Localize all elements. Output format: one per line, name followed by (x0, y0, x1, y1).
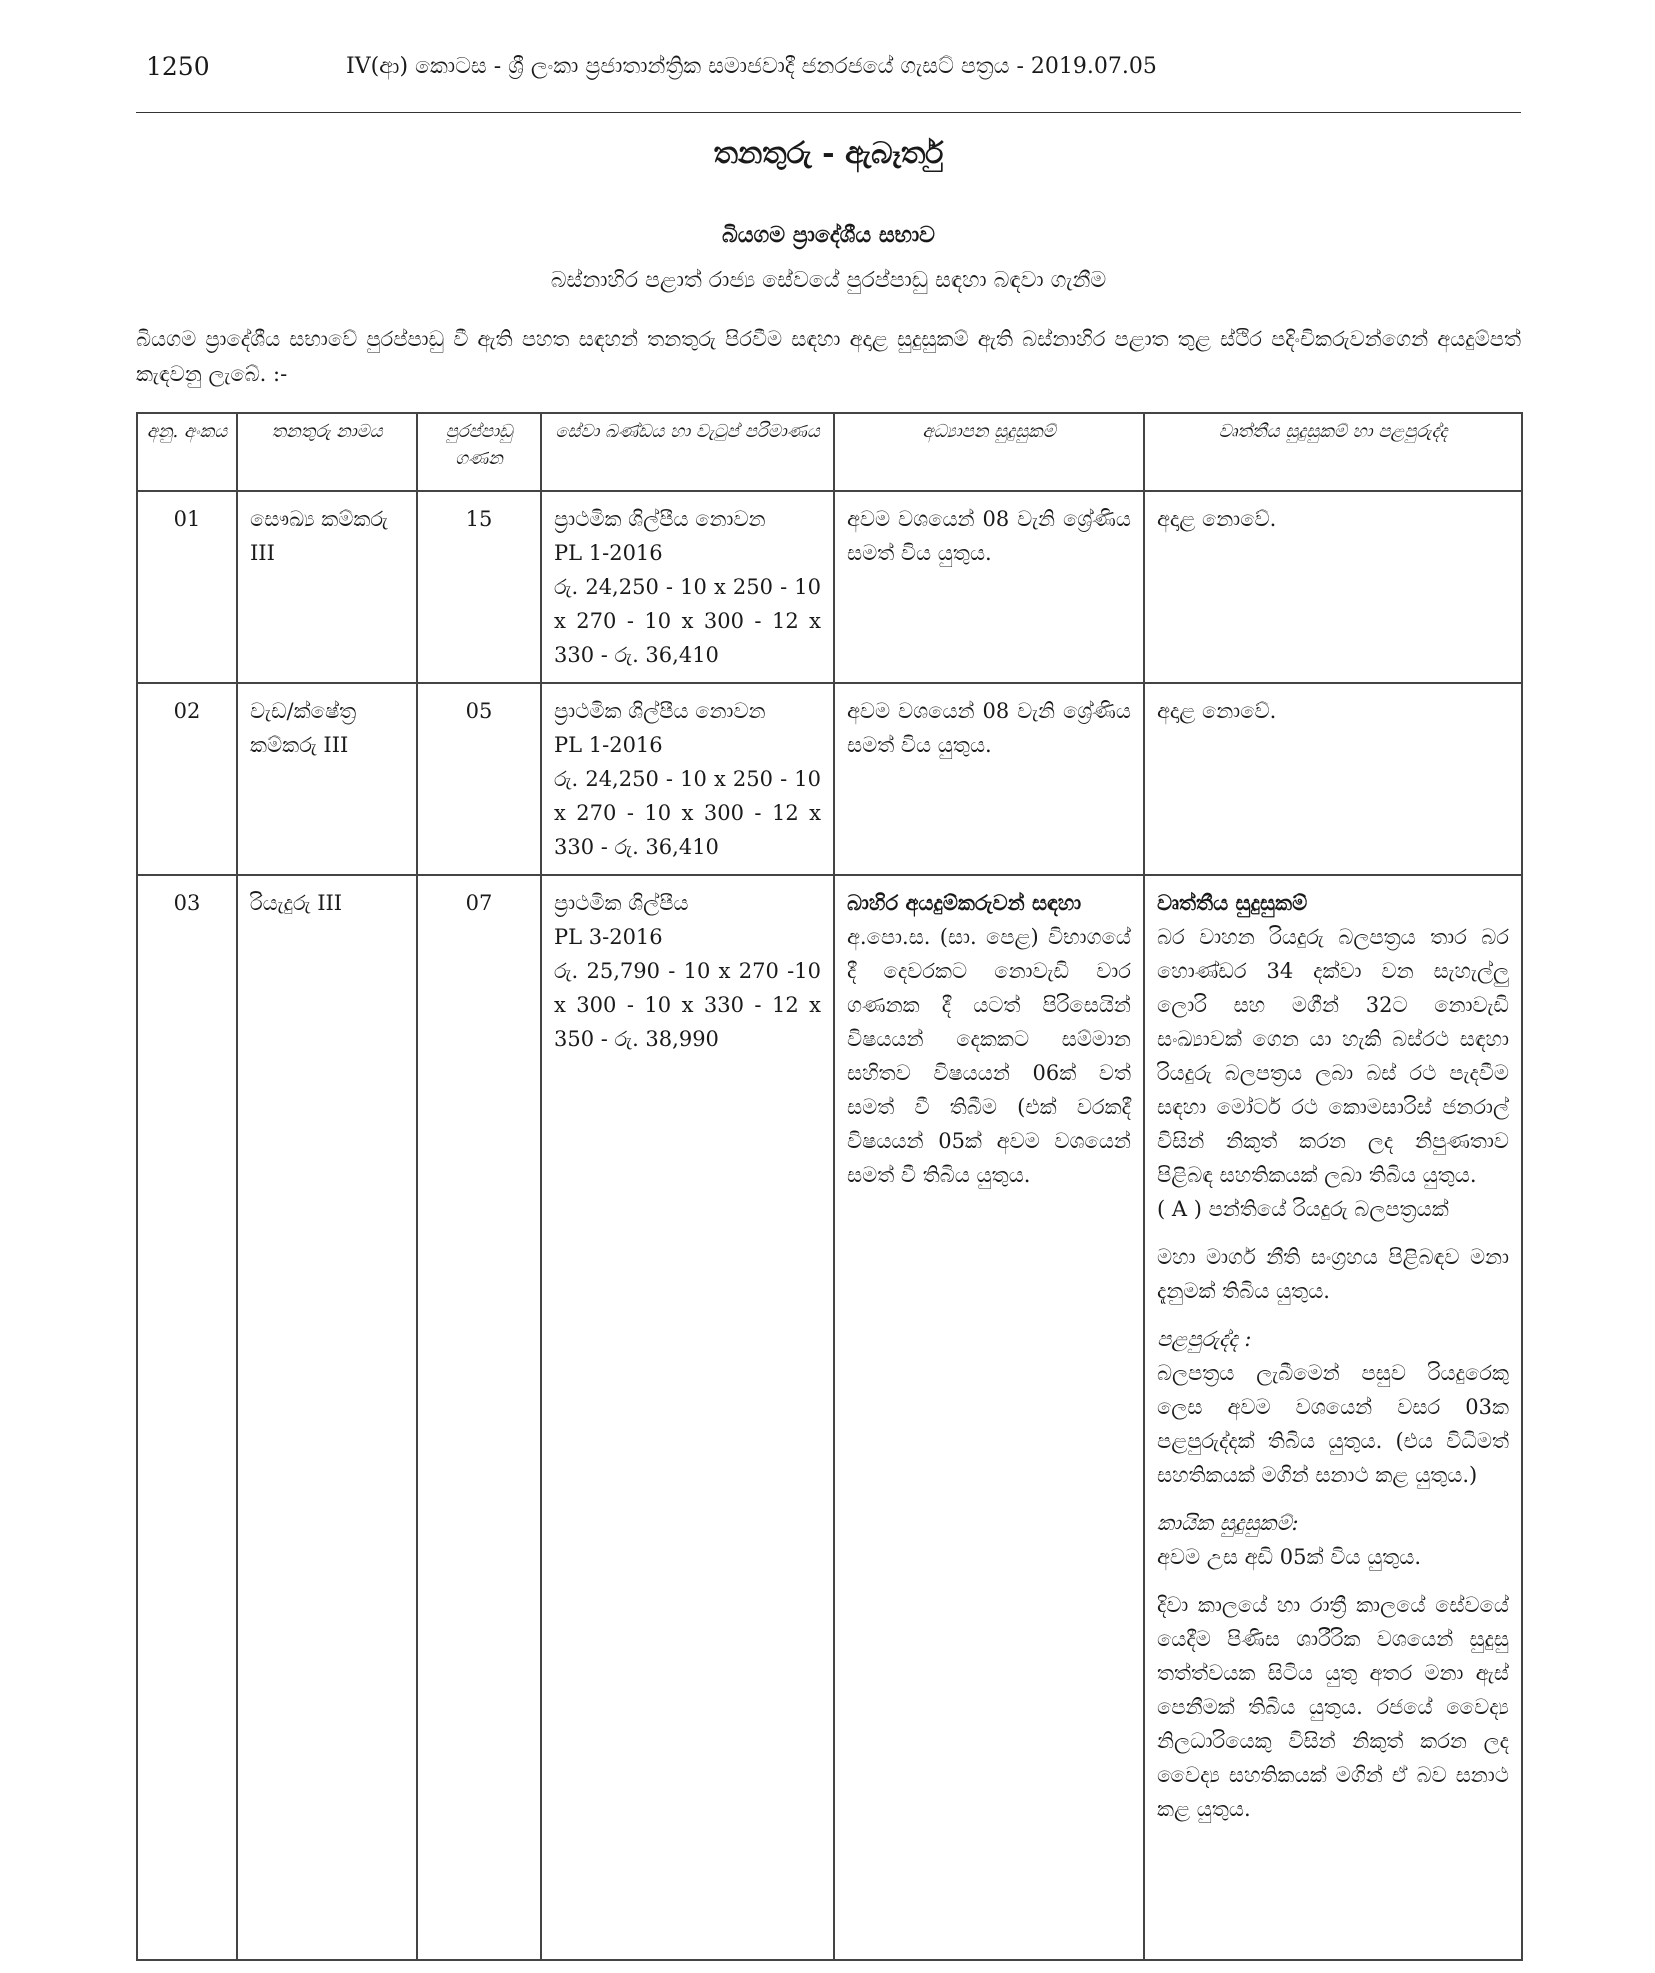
table-row (137, 875, 1522, 1960)
education-title: බාහිර අයදුම්කරුවන් සඳහා (847, 890, 1082, 915)
cell-serial-no: 03 (137, 875, 237, 1960)
spacer (1157, 1308, 1509, 1322)
salary-scale: රු. 25,790 - 10 x 270 -10 x 300 - 10 x 330 - 12 x 350 - රු. 38,990 (554, 959, 821, 1051)
cell-professional (1144, 875, 1522, 1960)
cell-post-name: සෞඛ්‍ය කම්කරු III (237, 491, 417, 683)
main-heading: තනතුරු - ඇබෑර්තු (713, 136, 944, 171)
spacer (1157, 1492, 1509, 1506)
page-number: 1250 (146, 52, 210, 81)
cell-vacancy-count: 05 (417, 683, 541, 875)
salary-scale: රු. 24,250 - 10 x 250 - 10 x 270 - 10 x 300 - 12 x 330 - රු. 36,410 (554, 575, 821, 667)
page-header (136, 50, 1521, 90)
professional-text-1: බර වාහන රියදුරු බලපත්‍රය තාර බර හොණ්ඩර 34 දක්වා වන සැහැල්ලු ලොරි සහ මගීන් 32ට නොවැඩි සංඛ්‍යාවක් ගෙන යා හැකි බස්රථ සඳහා රියදුරු බලපත්‍රය ලබා බස් රථ පැදවීම සඳහා මෝටර් රථ කොමසාරිස් ජනරාල් විසින් නිකුත් කරන ලද නිපුණතාව පිළිබඳ සහතිකයක් ලබා තිබිය යුතුය. (1157, 925, 1509, 1187)
salary-grade: PL 1-2016 (554, 541, 663, 565)
service-category: ප්‍රාථමික ශිල්පීය නොවන (554, 507, 766, 531)
intro-paragraph: බියගම ප්‍රාදේශීය සභාවේ පුරප්පාඩු වී ඇති පහත සඳහන් තනතුරු පිරවීම සඳහා අදාළ සුදුසුකම් ඇති බස්නාහිර පළාත තුළ ස්ථිර පදිංචිකරුවන්ගෙන් අයදුම්පත් කැඳවනු ලැබේ. :- (136, 327, 1521, 386)
cell-service-salary (541, 875, 834, 1960)
experience-text: බලපත්‍රය ලැබීමෙන් පසුව රියදුරෙකු ලෙස අවම වශයෙන් වසර 03ක පළපුරුද්දක් තිබිය යුතුය. (එය විධිමත් සහතිකයක් මගින් සනාථ කළ යුතුය.) (1157, 1361, 1509, 1487)
service-category: ප්‍රාථමික ශිල්පීය (554, 891, 689, 915)
header-service-salary: සේවා ඛණ්ඩය හා වැටුප් පරිමාණය (541, 413, 834, 491)
header-education: අධ්‍යාපන සුදුසුකම් (834, 413, 1144, 491)
cell-service-salary (541, 491, 834, 683)
spacer (1157, 1574, 1509, 1588)
table-header-row (137, 413, 1522, 491)
physical-text-2: දිවා කාලයේ හා රාත්‍රී කාලයේ සේවයේ යෙදීම පිණිස ශාරීරික වශයෙන් සුදුසු තත්ත්වයක සිටිය යුතු අතර මනා ඇස් පෙනීමක් තිබිය යුතුය. රජයේ වෛද්‍ය නිලධාරියෙකු විසින් නිකුත් කරන ලද වෛද්‍ය සහතිකයක් මගින් ඒ බව සනාථ කළ යුතුය. (1157, 1593, 1509, 1821)
professional-text-3: මහා මාර්ග නීති සංග්‍රහය පිළිබඳව මනා දැනුමක් තිබිය යුතුය. (1157, 1245, 1509, 1303)
header-divider (136, 112, 1521, 113)
header-post-name: තනතුරු නාමය (237, 413, 417, 491)
cell-education: අවම වශයෙන් 08 වැනි ශ්‍රේණිය සමත් විය යුතුය. (834, 683, 1144, 875)
salary-grade: PL 3-2016 (554, 925, 663, 949)
organization-name: බියගම ප්‍රාදේශීය සභාව (721, 222, 936, 248)
cell-professional: අදාළ නොවේ. (1144, 491, 1522, 683)
header-serial-no: අනු. අංකය (137, 413, 237, 491)
physical-title: කායික සුදුසුකම්: (1157, 1511, 1299, 1535)
service-category: ප්‍රාථමික ශිල්පීය නොවන (554, 699, 766, 723)
cell-vacancy-count: 15 (417, 491, 541, 683)
cell-post-name: රියැදුරු III (237, 875, 417, 1960)
table-row (137, 491, 1522, 683)
cell-service-salary (541, 683, 834, 875)
professional-text-2: ( A ) පන්තියේ රියදුරු බලපත්‍රයක් (1157, 1197, 1449, 1221)
vacancies-table (136, 412, 1523, 1961)
experience-title: පළපුරුද්ද : (1157, 1327, 1252, 1351)
cell-post-name: වැඩ/ක්ෂේත්‍ර කම්කරු III (237, 683, 417, 875)
professional-title: වෘත්තීය සුදුසුකම් (1157, 890, 1308, 915)
education-text: අ.පො.ස. (සා. පෙළ) විභාගයේ දී දෙවරකට නොවැඩි වාර ගණනක දී යටත් පිරිසෙයින් විෂයයන් දෙකකට සම්මාන සහිතව විෂයයන් 06ක් වත් සමත් වී තිබීම (එක් වරකදී විෂයයන් 05ක් අවම වශයෙන් සමත් වී තිබිය යුතුය. (847, 925, 1131, 1187)
cell-vacancy-count: 07 (417, 875, 541, 1960)
header-professional: වෘත්තීය සුදුසුකම් හා පළපුරුද්ද (1144, 413, 1522, 491)
salary-grade: PL 1-2016 (554, 733, 663, 757)
table-row (137, 683, 1522, 875)
header-vacancy-count: පුරප්පාඩු ගණන (417, 413, 541, 491)
cell-education (834, 875, 1144, 1960)
cell-professional: අදාළ නොවේ. (1144, 683, 1522, 875)
physical-text-1: අවම උස අඩි 05ක් විය යුතුය. (1157, 1545, 1422, 1569)
spacer (1157, 1226, 1509, 1240)
cell-education: අවම වශයෙන් 08 වැනි ශ්‍රේණිය සමත් විය යුතුය. (834, 491, 1144, 683)
gazette-header-title: IV(ආ) කොටස - ශ්‍රී ලංකා ප්‍රජාතාන්ත්‍රික සමාජවාදී ජනරජයේ ගැසට් පත්‍රය - 2019.07.05 (346, 54, 1157, 79)
recruitment-subtitle: බස්නාහිර පළාත් රාජ්‍ය සේවයේ පුරප්පාඩු සඳහා බඳවා ගැනීම (550, 268, 1107, 293)
salary-scale: රු. 24,250 - 10 x 250 - 10 x 270 - 10 x 300 - 12 x 330 - රු. 36,410 (554, 767, 821, 859)
cell-serial-no: 02 (137, 683, 237, 875)
cell-serial-no: 01 (137, 491, 237, 683)
